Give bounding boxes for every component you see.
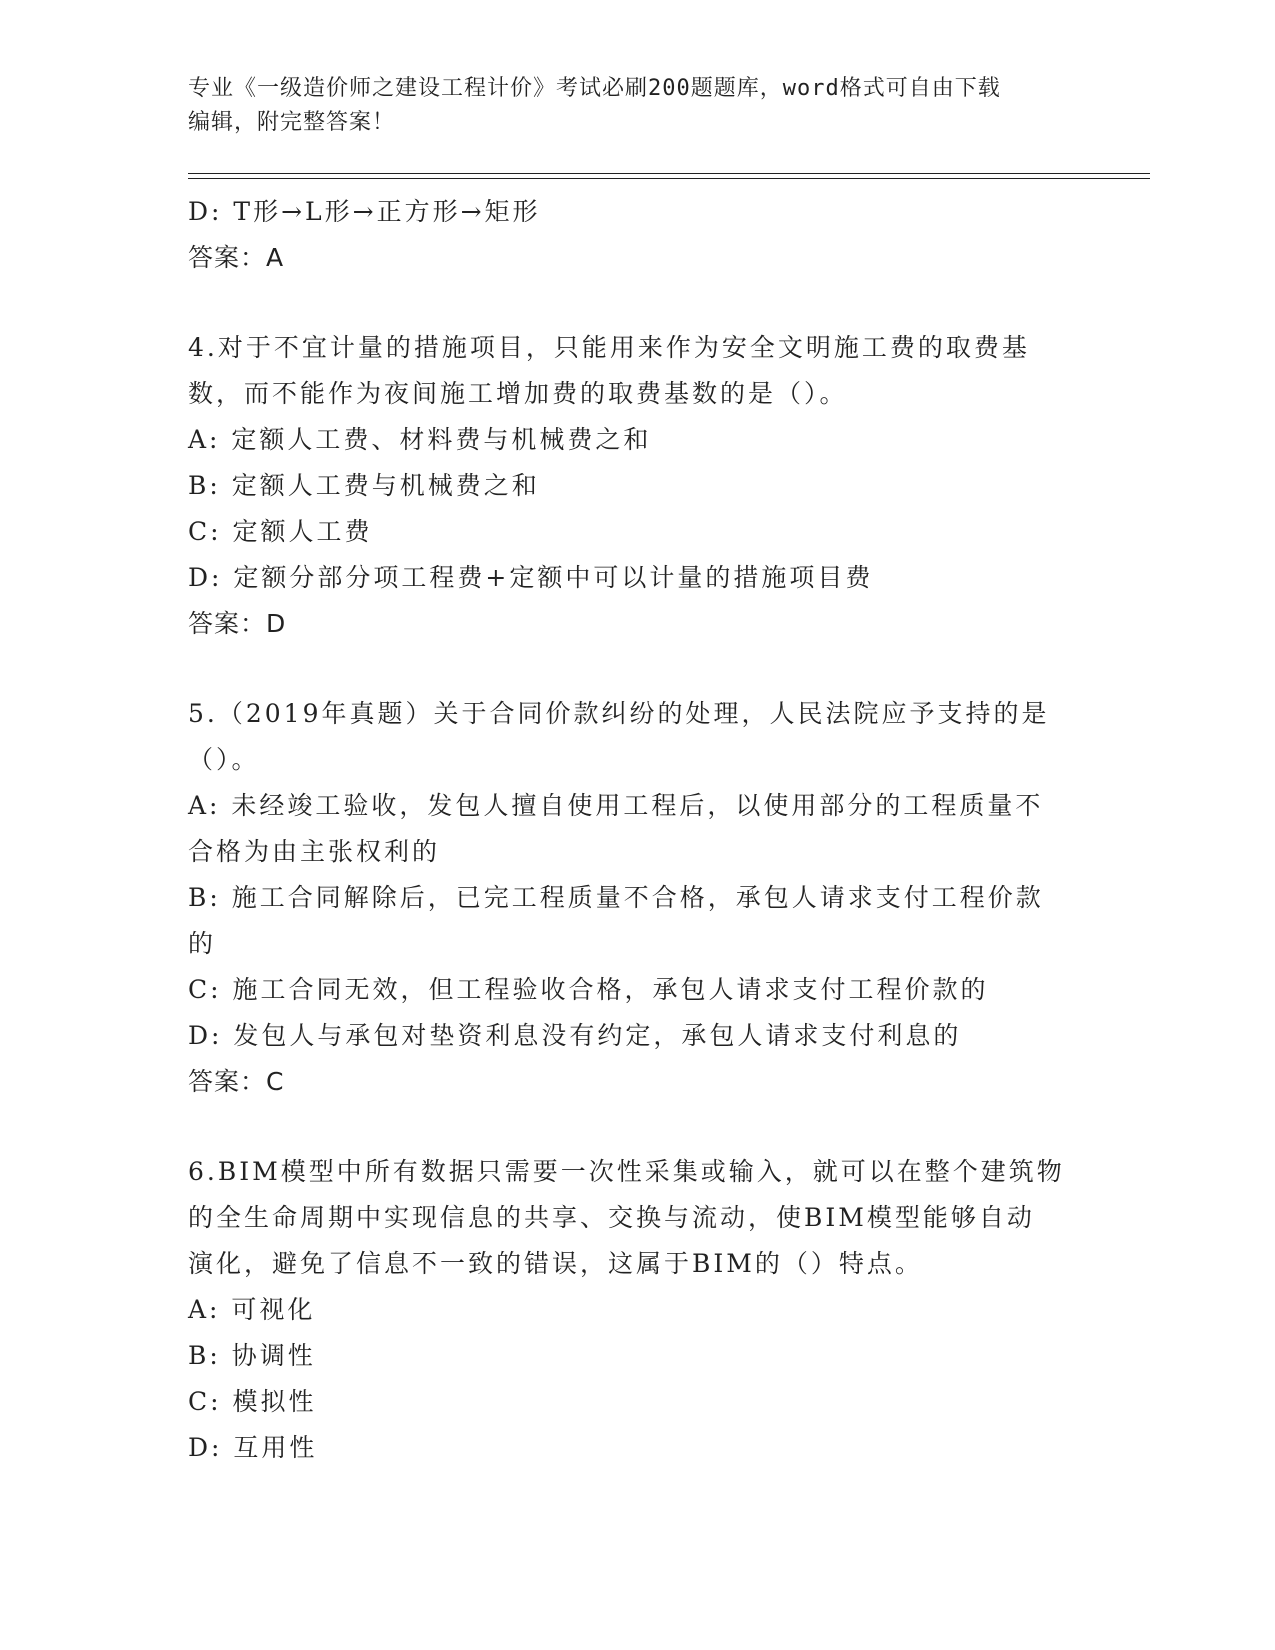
option-a: A: 可视化: [188, 1295, 316, 1324]
question-text: 5.（2019年真题）关于合同价款纠纷的处理，人民法院应予支持的是: [188, 699, 1050, 728]
option-b: B: 施工合同解除后，已完工程质量不合格，承包人请求支付工程价款: [188, 883, 1044, 912]
header-line-2: 编辑，附完整答案！: [188, 110, 396, 135]
question-text: （）。: [188, 745, 260, 774]
option-a: A: 定额人工费、材料费与机械费之和: [188, 425, 652, 454]
option-d: D: 互用性: [188, 1433, 318, 1462]
question-text: 数，而不能作为夜间施工增加费的取费基数的是（）。: [188, 379, 848, 408]
question-text: 的全生命周期中实现信息的共享、交换与流动，使BIM模型能够自动: [188, 1203, 1035, 1232]
header-rule-bottom: [188, 178, 1150, 179]
question-5: [188, 691, 1088, 1105]
answer: 答案：D: [188, 609, 287, 638]
header-rule-top: [188, 173, 1150, 174]
option-d: D: T形→L形→正方形→矩形: [188, 197, 541, 226]
option-b: B: 协调性: [188, 1341, 316, 1370]
option-c: C: 定额人工费: [188, 517, 373, 546]
question-text: 4.对于不宜计量的措施项目，只能用来作为安全文明施工费的取费基: [188, 333, 1030, 362]
question-text: 6.BIM模型中所有数据只需要一次性采集或输入，就可以在整个建筑物: [188, 1157, 1065, 1186]
option-b-cont: 的: [188, 929, 217, 958]
header-line-1: 专业《一级造价师之建设工程计价》考试必刷200题题库，word格式可自由下载: [188, 76, 1001, 101]
option-a: A: 未经竣工验收，发包人擅自使用工程后，以使用部分的工程质量不: [188, 791, 1044, 820]
option-d: D: 发包人与承包对垫资利息没有约定，承包人请求支付利息的: [188, 1021, 962, 1050]
question-4: [188, 325, 1088, 647]
option-b: B: 定额人工费与机械费之和: [188, 471, 540, 500]
option-c: C: 施工合同无效，但工程验收合格，承包人请求支付工程价款的: [188, 975, 989, 1004]
document-body: [188, 189, 1088, 1471]
option-d: D: 定额分部分项工程费+定额中可以计量的措施项目费: [188, 563, 874, 592]
question-6: [188, 1149, 1088, 1471]
answer: 答案：C: [188, 1067, 285, 1096]
option-c: C: 模拟性: [188, 1387, 317, 1416]
option-a-cont: 合格为由主张权利的: [188, 837, 441, 866]
answer: 答案：A: [188, 243, 285, 272]
question-3-tail: [188, 189, 1088, 281]
question-text: 演化，避免了信息不一致的错误，这属于BIM的（）特点。: [188, 1249, 923, 1278]
document-header: [188, 72, 1068, 140]
